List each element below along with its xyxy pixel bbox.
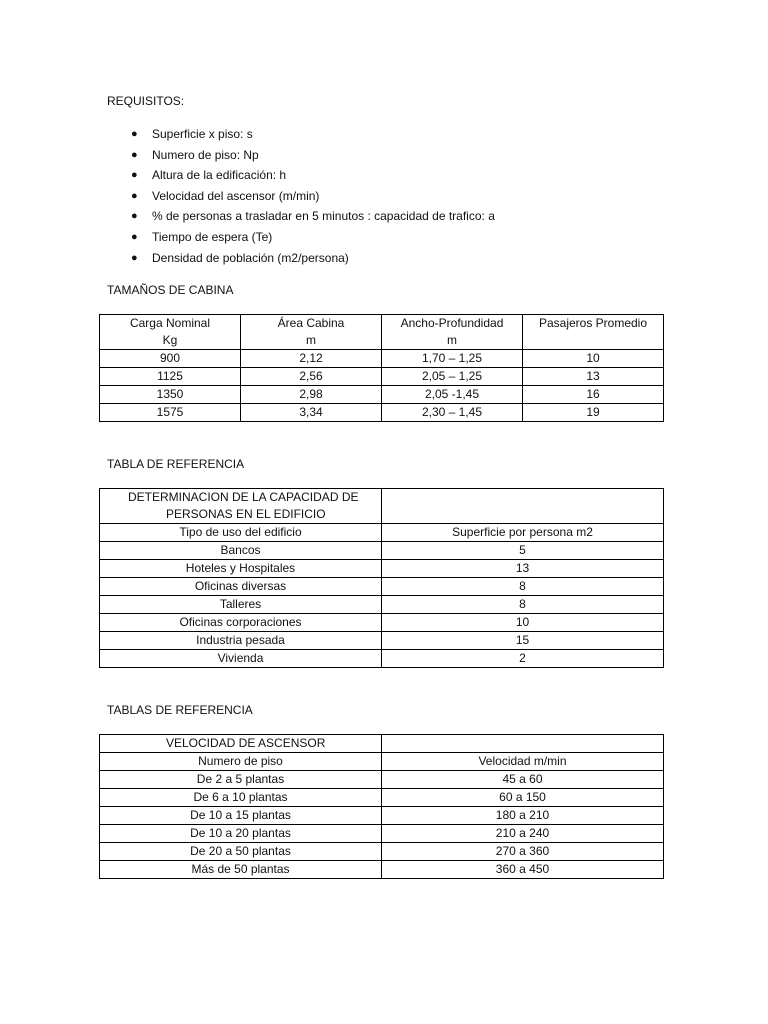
requisitos-heading: REQUISITOS: bbox=[107, 94, 185, 108]
table-row: 900 2,12 1,70 – 1,25 10 bbox=[100, 350, 664, 368]
col-header-ancho: Ancho-Profundidad m bbox=[382, 315, 523, 350]
list-item: ● Tiempo de espera (Te) bbox=[131, 227, 495, 248]
col-header-carga: Carga Nominal Kg bbox=[100, 315, 241, 350]
bullet-icon: ● bbox=[131, 128, 138, 140]
capacidad-table bbox=[99, 488, 664, 668]
table-row: Hoteles y Hospitales 13 bbox=[100, 560, 664, 578]
table-row: Más de 50 plantas 360 a 450 bbox=[100, 861, 664, 879]
bullet-icon: ● bbox=[131, 169, 138, 182]
table-title-row bbox=[100, 489, 664, 524]
cabina-heading: TAMAÑOS DE CABINA bbox=[107, 283, 234, 297]
velocidad-table bbox=[99, 734, 664, 879]
table-row: Vivienda 2 bbox=[100, 650, 664, 668]
table-row: Oficinas corporaciones 10 bbox=[100, 614, 664, 632]
table-header-row bbox=[100, 315, 664, 350]
table-row: Industria pesada 15 bbox=[100, 632, 664, 650]
requisitos-list bbox=[131, 124, 495, 268]
table-title: DETERMINACION DE LA CAPACIDAD DE PERSONAS EN EL EDIFICIO bbox=[100, 489, 382, 524]
table-row: Oficinas diversas 8 bbox=[100, 578, 664, 596]
table-row: De 10 a 15 plantas 180 a 210 bbox=[100, 807, 664, 825]
col-header-superficie: Superficie por persona m2 bbox=[382, 524, 664, 542]
velocidad-heading: TABLAS DE REFERENCIA bbox=[107, 703, 253, 717]
col-header-piso: Numero de piso bbox=[100, 753, 382, 771]
referencia-heading: TABLA DE REFERENCIA bbox=[107, 457, 245, 471]
list-item: ● % de personas a trasladar en 5 minutos : capacidad de trafico: a bbox=[131, 206, 495, 227]
col-header-velocidad: Velocidad m/min bbox=[382, 753, 664, 771]
bullet-icon: ● bbox=[131, 210, 138, 223]
list-item: ● Densidad de población (m2/persona) bbox=[131, 248, 495, 269]
table-header-row bbox=[100, 753, 664, 771]
bullet-icon: ● bbox=[131, 251, 138, 264]
list-item: ● Numero de piso: Np bbox=[131, 145, 495, 166]
table-row: 1125 2,56 2,05 – 1,25 13 bbox=[100, 368, 664, 386]
table-header-row bbox=[100, 524, 664, 542]
bullet-icon: ● bbox=[131, 148, 138, 161]
col-header-pasajeros: Pasajeros Promedio bbox=[523, 315, 664, 350]
table-row: De 20 a 50 plantas 270 a 360 bbox=[100, 843, 664, 861]
col-header-tipo: Tipo de uso del edificio bbox=[100, 524, 382, 542]
table-row: 1575 3,34 2,30 – 1,45 19 bbox=[100, 404, 664, 422]
list-item: ● Velocidad del ascensor (m/min) bbox=[131, 186, 495, 207]
table-title-row bbox=[100, 735, 664, 753]
table-row: De 2 a 5 plantas 45 a 60 bbox=[100, 771, 664, 789]
table-row: De 6 a 10 plantas 60 a 150 bbox=[100, 789, 664, 807]
table-title: VELOCIDAD DE ASCENSOR bbox=[100, 735, 382, 753]
cabina-table bbox=[99, 314, 664, 422]
list-item: ● Superficie x piso: s bbox=[131, 124, 495, 145]
col-header-area: Área Cabina m bbox=[241, 315, 382, 350]
list-item: ● Altura de la edificación: h bbox=[131, 165, 495, 186]
table-row: Talleres 8 bbox=[100, 596, 664, 614]
bullet-icon: ● bbox=[131, 189, 138, 202]
table-row: 1350 2,98 2,05 -1,45 16 bbox=[100, 386, 664, 404]
bullet-icon: ● bbox=[131, 230, 138, 243]
table-row: De 10 a 20 plantas 210 a 240 bbox=[100, 825, 664, 843]
table-row: Bancos 5 bbox=[100, 542, 664, 560]
